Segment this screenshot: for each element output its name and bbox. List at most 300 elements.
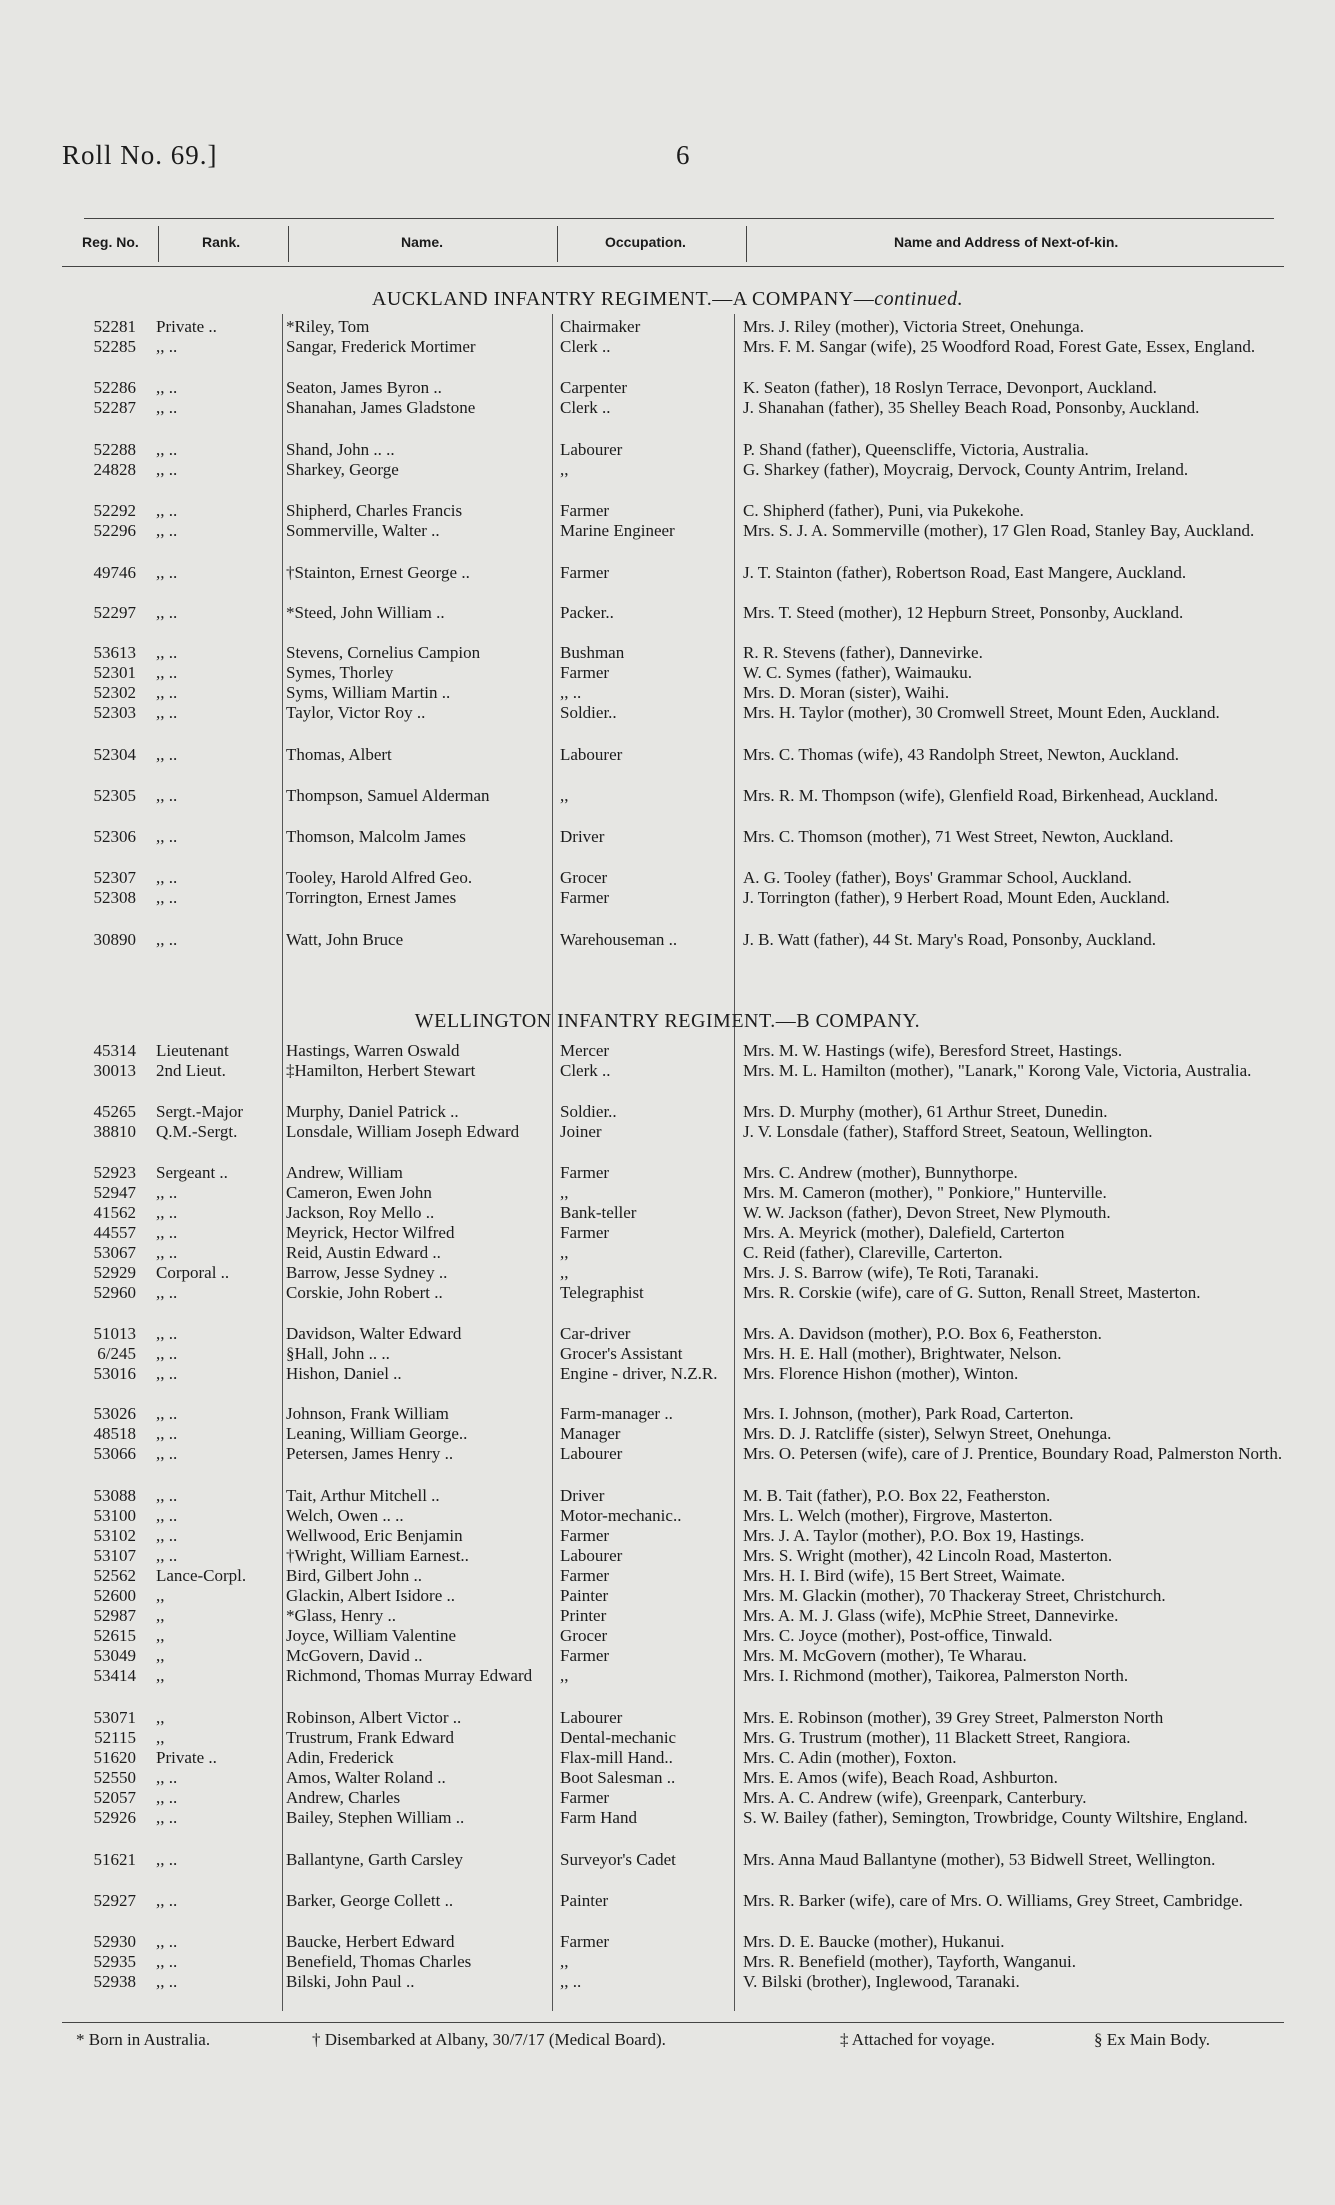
- reg-no-cell: 52935: [93, 1952, 136, 1971]
- occupation-cell: Farmer: [560, 501, 610, 520]
- occupation-cell: ,,: [560, 460, 569, 479]
- reg-no-cell: 52562: [93, 1566, 136, 1585]
- page-header: [62, 140, 1282, 190]
- name-cell: Wellwood, Eric Benjamin: [286, 1526, 463, 1545]
- rank-cell: ,, ..: [156, 868, 178, 887]
- reg-no-cell: 52929: [93, 1263, 136, 1282]
- continued-label: continued.: [874, 288, 964, 310]
- rank-cell: ,, ..: [156, 501, 178, 520]
- rank-cell: ,, ..: [156, 1424, 178, 1443]
- occupation-cell: Carpenter: [560, 378, 628, 397]
- occupation-cell: Farm Hand: [560, 1808, 637, 1827]
- col-divider: [288, 226, 289, 262]
- reg-no-cell: 52308: [93, 888, 136, 907]
- reg-no-cell: 52926: [93, 1808, 136, 1827]
- reg-no-cell: 24828: [93, 460, 136, 479]
- reg-no-cell: 45265: [93, 1102, 136, 1121]
- reg-no-cell: 52301: [93, 663, 136, 682]
- name-cell: Davidson, Walter Edward: [286, 1324, 462, 1343]
- occupation-cell: Farmer: [560, 1163, 610, 1182]
- occupation-cell: Farmer: [560, 1526, 610, 1545]
- occupation-cell: Painter: [560, 1586, 609, 1605]
- next-of-kin-cell: Mrs. M. L. Hamilton (mother), "Lanark," Korong Vale, Victoria, Australia.: [743, 1061, 1252, 1080]
- occupation-cell: Farmer: [560, 1788, 610, 1807]
- next-of-kin-cell: Mrs. M. Glackin (mother), 70 Thackeray Street, Christchurch.: [743, 1586, 1166, 1605]
- next-of-kin-cell: Mrs. H. Taylor (mother), 30 Cromwell Street, Mount Eden, Auckland.: [743, 703, 1220, 722]
- next-of-kin-cell: Mrs. D. Moran (sister), Waihi.: [743, 683, 950, 702]
- next-of-kin-cell: Mrs. H. I. Bird (wife), 15 Bert Street, Waimate.: [743, 1566, 1066, 1585]
- name-cell: Stevens, Cornelius Campion: [286, 643, 481, 662]
- footnote-attached: ‡ Attached for voyage.: [840, 2030, 995, 2049]
- next-of-kin-cell: C. Shipherd (father), Puni, via Pukekohe.: [743, 501, 1024, 520]
- col-rank: Rank.: [202, 234, 241, 250]
- name-cell: Tooley, Harold Alfred Geo.: [286, 868, 473, 887]
- reg-no-cell: 53088: [93, 1486, 136, 1505]
- rank-cell: ,, ..: [156, 1364, 178, 1383]
- next-of-kin-cell: Mrs. C. Thomson (mother), 71 West Street, Newton, Auckland.: [743, 827, 1174, 846]
- next-of-kin-cell: Mrs. C. Andrew (mother), Bunnythorpe.: [743, 1163, 1018, 1182]
- rank-cell: ,, ..: [156, 1283, 178, 1302]
- name-cell: Joyce, William Valentine: [286, 1626, 457, 1645]
- reg-no-cell: 52960: [93, 1283, 136, 1302]
- reg-no-cell: 52296: [93, 521, 136, 540]
- rank-cell: Lance-Corpl.: [156, 1566, 247, 1585]
- occupation-cell: Motor-mechanic..: [560, 1506, 682, 1525]
- rank-cell: ,, ..: [156, 1324, 178, 1343]
- rank-cell: ,, ..: [156, 563, 178, 582]
- occupation-cell: Joiner: [560, 1122, 602, 1141]
- name-cell: Leaning, William George..: [286, 1424, 468, 1443]
- reg-no-cell: 51013: [93, 1324, 136, 1343]
- next-of-kin-cell: V. Bilski (brother), Inglewood, Taranaki.: [743, 1972, 1020, 1991]
- occupation-cell: Farmer: [560, 563, 610, 582]
- rank-cell: ,,: [156, 1708, 165, 1727]
- rank-cell: ,, ..: [156, 786, 178, 805]
- occupation-cell: ,, ..: [560, 683, 582, 702]
- col-occupation: Occupation.: [605, 234, 686, 250]
- rank-cell: ,,: [156, 1586, 165, 1605]
- reg-no-cell: 52285: [93, 337, 136, 356]
- name-cell: Barker, George Collett ..: [286, 1891, 454, 1910]
- rank-cell: Sergt.-Major: [156, 1102, 244, 1121]
- rank-cell: ,, ..: [156, 1203, 178, 1222]
- name-cell: †Wright, William Earnest..: [286, 1546, 469, 1565]
- header-rule-top: [84, 218, 1274, 219]
- rank-cell: ,, ..: [156, 337, 178, 356]
- rank-cell: ,, ..: [156, 1891, 178, 1910]
- occupation-cell: ,,: [560, 1243, 569, 1262]
- name-cell: Taylor, Victor Roy ..: [286, 703, 426, 722]
- occupation-cell: Engine - driver, N.Z.R.: [560, 1364, 718, 1383]
- name-column-rule: [282, 314, 283, 2011]
- occupation-cell: Painter: [560, 1891, 609, 1910]
- reg-no-cell: 53071: [93, 1708, 136, 1727]
- rank-cell: ,, ..: [156, 930, 178, 949]
- reg-no-cell: 52297: [93, 603, 136, 622]
- next-of-kin-cell: Mrs. A. Meyrick (mother), Dalefield, Carterton: [743, 1223, 1065, 1242]
- occupation-cell: Labourer: [560, 1546, 623, 1565]
- reg-no-cell: 51620: [93, 1748, 136, 1767]
- next-of-kin-cell: J. V. Lonsdale (father), Stafford Street, Seatoun, Wellington.: [743, 1122, 1153, 1141]
- occupation-cell: Farmer: [560, 1566, 610, 1585]
- reg-no-cell: 52938: [93, 1972, 136, 1991]
- reg-no-cell: 53613: [93, 643, 136, 662]
- rank-cell: Lieutenant: [156, 1041, 229, 1060]
- next-of-kin-cell: Mrs. C. Adin (mother), Foxton.: [743, 1748, 957, 1767]
- occupation-cell: ,, ..: [560, 1972, 582, 1991]
- reg-no-cell: 53100: [93, 1506, 136, 1525]
- name-cell: Barrow, Jesse Sydney ..: [286, 1263, 448, 1282]
- occupation-cell: Grocer: [560, 868, 608, 887]
- next-of-kin-cell: Mrs. T. Steed (mother), 12 Hepburn Street, Ponsonby, Auckland.: [743, 603, 1184, 622]
- rank-cell: ,, ..: [156, 1768, 178, 1787]
- section-title-auckland: AUCKLAND INFANTRY REGIMENT.—A COMPANY—continued.: [371, 288, 964, 310]
- page-number: 6: [676, 140, 690, 170]
- rank-cell: ,, ..: [156, 1932, 178, 1951]
- occupation-cell: Driver: [560, 827, 605, 846]
- rank-cell: ,, ..: [156, 1546, 178, 1565]
- rank-cell: ,, ..: [156, 521, 178, 540]
- next-of-kin-cell: Mrs. C. Joyce (mother), Post-office, Tinwald.: [743, 1626, 1053, 1645]
- col-reg-no: Reg. No.: [82, 234, 139, 250]
- next-of-kin-cell: Mrs. E. Amos (wife), Beach Road, Ashburton.: [743, 1768, 1058, 1787]
- rank-cell: ,, ..: [156, 1404, 178, 1423]
- next-of-kin-cell: Mrs. J. S. Barrow (wife), Te Roti, Taranaki.: [743, 1263, 1039, 1282]
- name-cell: Symes, Thorley: [286, 663, 394, 682]
- footnote-disembarked: † Disembarked at Albany, 30/7/17 (Medical Board).: [312, 2030, 666, 2049]
- occupation-cell: Manager: [560, 1424, 621, 1443]
- footnote-ex-main-body: § Ex Main Body.: [1094, 2030, 1211, 2049]
- next-of-kin-cell: Mrs. A. C. Andrew (wife), Greenpark, Canterbury.: [743, 1788, 1087, 1807]
- reg-no-cell: 52287: [93, 398, 136, 417]
- name-cell: *Glass, Henry ..: [286, 1606, 397, 1625]
- reg-no-cell: 52302: [93, 683, 136, 702]
- occupation-cell: Farmer: [560, 888, 610, 907]
- next-of-kin-cell: Mrs. R. M. Thompson (wife), Glenfield Road, Birkenhead, Auckland.: [743, 786, 1219, 805]
- section-title-wellington: WELLINGTON INFANTRY REGIMENT.—B COMPANY.: [414, 1010, 921, 1032]
- next-of-kin-cell: J. Shanahan (father), 35 Shelley Beach Road, Ponsonby, Auckland.: [743, 398, 1200, 417]
- occupation-cell: Boot Salesman ..: [560, 1768, 676, 1787]
- name-cell: Glackin, Albert Isidore ..: [286, 1586, 456, 1605]
- name-cell: Sharkey, George: [286, 460, 399, 479]
- name-cell: Jackson, Roy Mello ..: [286, 1203, 435, 1222]
- rank-cell: ,,: [156, 1626, 165, 1645]
- next-of-kin-cell: P. Shand (father), Queenscliffe, Victoria, Australia.: [743, 440, 1089, 459]
- occupation-cell: Farmer: [560, 663, 610, 682]
- next-of-kin-cell: Mrs. D. E. Baucke (mother), Hukanui.: [743, 1932, 1005, 1951]
- reg-no-cell: 52115: [94, 1728, 136, 1747]
- rank-cell: ,, ..: [156, 663, 178, 682]
- next-of-kin-cell: Mrs. I. Richmond (mother), Taikorea, Palmerston North.: [743, 1666, 1129, 1685]
- name-cell: Shanahan, James Gladstone: [286, 398, 476, 417]
- next-of-kin-cell: Mrs. R. Barker (wife), care of Mrs. O. Williams, Grey Street, Cambridge.: [743, 1891, 1243, 1910]
- next-of-kin-cell: W. C. Symes (father), Waimauku.: [743, 663, 973, 682]
- name-cell: Shand, John .. ..: [286, 440, 395, 459]
- reg-no-cell: 44557: [93, 1223, 136, 1242]
- footnote-born-australia: * Born in Australia.: [76, 2030, 211, 2049]
- occupation-cell: Clerk ..: [560, 1061, 611, 1080]
- name-cell: Thomson, Malcolm James: [286, 827, 466, 846]
- name-cell: Bilski, John Paul ..: [286, 1972, 415, 1991]
- occupation-cell: Soldier..: [560, 703, 617, 722]
- rank-cell: ,,: [156, 1646, 165, 1665]
- next-of-kin-cell: Mrs. G. Trustrum (mother), 11 Blackett Street, Rangiora.: [743, 1728, 1131, 1747]
- reg-no-cell: 52288: [93, 440, 136, 459]
- next-of-kin-cell: R. R. Stevens (father), Dannevirke.: [743, 643, 983, 662]
- occupation-cell: Flax-mill Hand..: [560, 1748, 673, 1767]
- header-rule-bottom: [62, 266, 1284, 267]
- column-headers: [62, 226, 1282, 264]
- occupation-cell: Telegraphist: [560, 1283, 644, 1302]
- name-cell: Meyrick, Hector Wilfred: [286, 1223, 455, 1242]
- name-cell: Seaton, James Byron ..: [286, 378, 442, 397]
- name-cell: *Riley, Tom: [286, 317, 370, 336]
- rank-cell: ,,: [156, 1606, 165, 1625]
- occupation-cell: ,,: [560, 1666, 569, 1685]
- next-of-kin-cell: Mrs. E. Robinson (mother), 39 Grey Street, Palmerston North: [743, 1708, 1164, 1727]
- next-of-kin-cell: Mrs. I. Johnson, (mother), Park Road, Carterton.: [743, 1404, 1074, 1423]
- kin-column-rule: [734, 314, 735, 2011]
- occupation-cell: Farmer: [560, 1223, 610, 1242]
- name-cell: Tait, Arthur Mitchell ..: [286, 1486, 440, 1505]
- name-cell: Reid, Austin Edward ..: [286, 1243, 441, 1262]
- name-cell: Ballantyne, Garth Carsley: [286, 1850, 464, 1869]
- reg-no-cell: 53049: [93, 1646, 136, 1665]
- reg-no-cell: 52305: [93, 786, 136, 805]
- name-cell: Syms, William Martin ..: [286, 683, 451, 702]
- rank-cell: ,, ..: [156, 1444, 178, 1463]
- name-cell: Welch, Owen .. ..: [286, 1506, 404, 1525]
- occupation-cell: ,,: [560, 786, 569, 805]
- next-of-kin-cell: W. W. Jackson (father), Devon Street, New Plymouth.: [743, 1203, 1111, 1222]
- next-of-kin-cell: Mrs. S. Wright (mother), 42 Lincoln Road, Masterton.: [743, 1546, 1113, 1565]
- reg-no-cell: 45314: [93, 1041, 136, 1060]
- next-of-kin-cell: J. T. Stainton (father), Robertson Road, East Mangere, Auckland.: [743, 563, 1187, 582]
- rank-cell: ,,: [156, 1666, 165, 1685]
- rank-cell: ,, ..: [156, 1808, 178, 1827]
- name-cell: Bailey, Stephen William ..: [286, 1808, 465, 1827]
- occupation-cell: ,,: [560, 1183, 569, 1202]
- rank-cell: ,, ..: [156, 888, 178, 907]
- rank-cell: ,, ..: [156, 1850, 178, 1869]
- occupation-cell: Mercer: [560, 1041, 610, 1060]
- name-cell: Robinson, Albert Victor ..: [286, 1708, 462, 1727]
- occupation-cell: Farmer: [560, 1932, 610, 1951]
- rank-cell: ,,: [156, 1728, 165, 1747]
- reg-no-cell: 53102: [93, 1526, 136, 1545]
- occupation-cell: Driver: [560, 1486, 605, 1505]
- rank-cell: ,, ..: [156, 1526, 178, 1545]
- next-of-kin-cell: Mrs. L. Welch (mother), Firgrove, Masterton.: [743, 1506, 1053, 1525]
- name-cell: Thompson, Samuel Alderman: [286, 786, 490, 805]
- next-of-kin-cell: Mrs. M. W. Hastings (wife), Beresford Street, Hastings.: [743, 1041, 1123, 1060]
- name-cell: Murphy, Daniel Patrick ..: [286, 1102, 459, 1121]
- col-divider: [557, 226, 558, 262]
- occupation-cell: Farm-manager ..: [560, 1404, 673, 1423]
- occupation-cell: Labourer: [560, 745, 623, 764]
- reg-no-cell: 41562: [93, 1203, 136, 1222]
- next-of-kin-cell: Mrs. M. McGovern (mother), Te Wharau.: [743, 1646, 1027, 1665]
- occupation-cell: Clerk ..: [560, 398, 611, 417]
- rank-cell: Private ..: [156, 317, 217, 336]
- rank-cell: ,, ..: [156, 703, 178, 722]
- reg-no-cell: 52292: [93, 501, 136, 520]
- rank-cell: ,, ..: [156, 603, 178, 622]
- name-cell: Benefield, Thomas Charles: [286, 1952, 472, 1971]
- reg-no-cell: 52947: [93, 1183, 136, 1202]
- next-of-kin-cell: G. Sharkey (father), Moycraig, Dervock, County Antrim, Ireland.: [743, 460, 1189, 479]
- name-cell: Adin, Frederick: [286, 1748, 394, 1767]
- occupation-cell: Car-driver: [560, 1324, 631, 1343]
- name-cell: †Stainton, Ernest George ..: [286, 563, 470, 582]
- reg-no-cell: 52615: [93, 1626, 136, 1645]
- reg-no-cell: 53016: [93, 1364, 136, 1383]
- occupation-cell: ,,: [560, 1952, 569, 1971]
- next-of-kin-cell: Mrs. H. E. Hall (mother), Brightwater, Nelson.: [743, 1344, 1062, 1363]
- col-next-of-kin: Name and Address of Next-of-kin.: [894, 234, 1119, 250]
- rank-cell: ,, ..: [156, 643, 178, 662]
- next-of-kin-cell: J. Torrington (father), 9 Herbert Road, Mount Eden, Auckland.: [743, 888, 1170, 907]
- name-cell: Cameron, Ewen John: [286, 1183, 432, 1202]
- rank-cell: ,, ..: [156, 827, 178, 846]
- name-cell: Trustrum, Frank Edward: [286, 1728, 454, 1747]
- next-of-kin-cell: A. G. Tooley (father), Boys' Grammar School, Auckland.: [743, 868, 1132, 887]
- name-cell: Amos, Walter Roland ..: [286, 1768, 446, 1787]
- rank-cell: ,, ..: [156, 398, 178, 417]
- name-cell: Corskie, John Robert ..: [286, 1283, 443, 1302]
- next-of-kin-cell: Mrs. D. Murphy (mother), 61 Arthur Street, Dunedin.: [743, 1102, 1108, 1121]
- rank-cell: ,, ..: [156, 1486, 178, 1505]
- name-cell: Richmond, Thomas Murray Edward: [286, 1666, 533, 1685]
- footnote-rule: [62, 2022, 1284, 2023]
- rank-cell: ,, ..: [156, 1223, 178, 1242]
- reg-no-cell: 52930: [93, 1932, 136, 1951]
- next-of-kin-cell: Mrs. R. Benefield (mother), Tayforth, Wanganui.: [743, 1952, 1076, 1971]
- occupation-cell: Farmer: [560, 1646, 610, 1665]
- name-cell: §Hall, John .. ..: [286, 1344, 390, 1363]
- next-of-kin-cell: M. B. Tait (father), P.O. Box 22, Featherston.: [743, 1486, 1051, 1505]
- reg-no-cell: 52550: [93, 1768, 136, 1787]
- next-of-kin-cell: C. Reid (father), Clareville, Carterton.: [743, 1243, 1003, 1262]
- next-of-kin-cell: Mrs. S. J. A. Sommerville (mother), 17 Glen Road, Stanley Bay, Auckland.: [743, 521, 1255, 540]
- occupation-cell: Labourer: [560, 440, 623, 459]
- name-cell: Torrington, Ernest James: [286, 888, 457, 907]
- name-cell: Sommerville, Walter ..: [286, 521, 440, 540]
- name-cell: *Steed, John William ..: [286, 603, 445, 622]
- next-of-kin-cell: Mrs. J. Riley (mother), Victoria Street, Onehunga.: [743, 317, 1084, 336]
- next-of-kin-cell: Mrs. D. J. Ratcliffe (sister), Selwyn Street, Onehunga.: [743, 1424, 1112, 1443]
- name-cell: Andrew, Charles: [286, 1788, 401, 1807]
- next-of-kin-cell: Mrs. A. M. J. Glass (wife), McPhie Street, Dannevirke.: [743, 1606, 1119, 1625]
- occupation-cell: Grocer: [560, 1626, 608, 1645]
- occupation-cell: Dental-mechanic: [560, 1728, 677, 1747]
- name-cell: Lonsdale, William Joseph Edward: [286, 1122, 520, 1141]
- name-cell: Johnson, Frank William: [286, 1404, 449, 1423]
- reg-no-cell: 52306: [93, 827, 136, 846]
- col-divider: [746, 226, 747, 262]
- reg-no-cell: 52307: [93, 868, 136, 887]
- reg-no-cell: 53067: [93, 1243, 136, 1262]
- next-of-kin-cell: S. W. Bailey (father), Semington, Trowbridge, County Wiltshire, England.: [743, 1808, 1248, 1827]
- occupation-cell: Grocer's Assistant: [560, 1344, 683, 1363]
- next-of-kin-cell: Mrs. R. Corskie (wife), care of G. Sutton, Renall Street, Masterton.: [743, 1283, 1201, 1302]
- reg-no-cell: 52057: [93, 1788, 136, 1807]
- reg-no-cell: 53026: [93, 1404, 136, 1423]
- name-cell: Hishon, Daniel ..: [286, 1364, 402, 1383]
- reg-no-cell: 52304: [93, 745, 136, 764]
- rank-cell: ,, ..: [156, 440, 178, 459]
- rank-cell: ,, ..: [156, 1506, 178, 1525]
- next-of-kin-cell: J. B. Watt (father), 44 St. Mary's Road, Ponsonby, Auckland.: [743, 930, 1156, 949]
- next-of-kin-cell: Mrs. F. M. Sangar (wife), 25 Woodford Road, Forest Gate, Essex, England.: [743, 337, 1256, 356]
- rank-cell: Corporal ..: [156, 1263, 230, 1282]
- occupation-cell: Soldier..: [560, 1102, 617, 1121]
- occupation-cell: Labourer: [560, 1444, 623, 1463]
- occupation-cell: Packer..: [560, 603, 614, 622]
- next-of-kin-cell: Mrs. C. Thomas (wife), 43 Randolph Street, Newton, Auckland.: [743, 745, 1179, 764]
- next-of-kin-cell: Mrs. J. A. Taylor (mother), P.O. Box 19, Hastings.: [743, 1526, 1085, 1545]
- name-cell: Hastings, Warren Oswald: [286, 1041, 460, 1060]
- reg-no-cell: 52923: [93, 1163, 136, 1182]
- name-cell: ‡Hamilton, Herbert Stewart: [286, 1061, 476, 1080]
- name-cell: Sangar, Frederick Mortimer: [286, 337, 476, 356]
- reg-no-cell: 52303: [93, 703, 136, 722]
- rank-cell: ,, ..: [156, 1183, 178, 1202]
- rank-cell: ,, ..: [156, 1788, 178, 1807]
- occupation-cell: Warehouseman ..: [560, 930, 678, 949]
- reg-no-cell: 52600: [93, 1586, 136, 1605]
- next-of-kin-cell: K. Seaton (father), 18 Roslyn Terrace, Devonport, Auckland.: [743, 378, 1157, 397]
- col-divider: [158, 226, 159, 262]
- col-name: Name.: [401, 234, 444, 250]
- rank-cell: Q.M.-Sergt.: [156, 1122, 238, 1141]
- reg-no-cell: 52286: [93, 378, 136, 397]
- occupation-cell: Surveyor's Cadet: [560, 1850, 676, 1869]
- rank-cell: ,, ..: [156, 683, 178, 702]
- name-cell: Shipherd, Charles Francis: [286, 501, 463, 520]
- occupation-cell: Labourer: [560, 1708, 623, 1727]
- rank-cell: ,, ..: [156, 1972, 178, 1991]
- occupation-cell: Chairmaker: [560, 317, 641, 336]
- reg-no-cell: 30013: [93, 1061, 136, 1080]
- reg-no-cell: 53107: [93, 1546, 136, 1565]
- rank-cell: Private ..: [156, 1748, 217, 1767]
- rank-cell: ,, ..: [156, 1344, 178, 1363]
- reg-no-cell: 49746: [93, 563, 136, 582]
- next-of-kin-cell: Mrs. M. Cameron (mother), " Ponkiore," Hunterville.: [743, 1183, 1107, 1202]
- roll-number: Roll No. 69.]: [62, 140, 218, 170]
- occupation-cell: Clerk ..: [560, 337, 611, 356]
- rank-cell: ,, ..: [156, 745, 178, 764]
- name-cell: Baucke, Herbert Edward: [286, 1932, 455, 1951]
- reg-no-cell: 52987: [93, 1606, 136, 1625]
- name-cell: Watt, John Bruce: [286, 930, 404, 949]
- occupation-cell: Bank-teller: [560, 1203, 637, 1222]
- next-of-kin-cell: Mrs. Florence Hishon (mother), Winton.: [743, 1364, 1019, 1383]
- reg-no-cell: 53066: [93, 1444, 136, 1463]
- occupation-cell: Printer: [560, 1606, 607, 1625]
- rank-cell: ,, ..: [156, 460, 178, 479]
- occupation-column-rule: [552, 314, 553, 2011]
- rank-cell: ,, ..: [156, 1243, 178, 1262]
- reg-no-cell: 52281: [93, 317, 136, 336]
- name-cell: Bird, Gilbert John ..: [286, 1566, 422, 1585]
- name-cell: Andrew, William: [286, 1163, 403, 1182]
- rank-cell: ,, ..: [156, 1952, 178, 1971]
- name-cell: Petersen, James Henry ..: [286, 1444, 454, 1463]
- reg-no-cell: 51621: [93, 1850, 136, 1869]
- occupation-cell: Bushman: [560, 643, 625, 662]
